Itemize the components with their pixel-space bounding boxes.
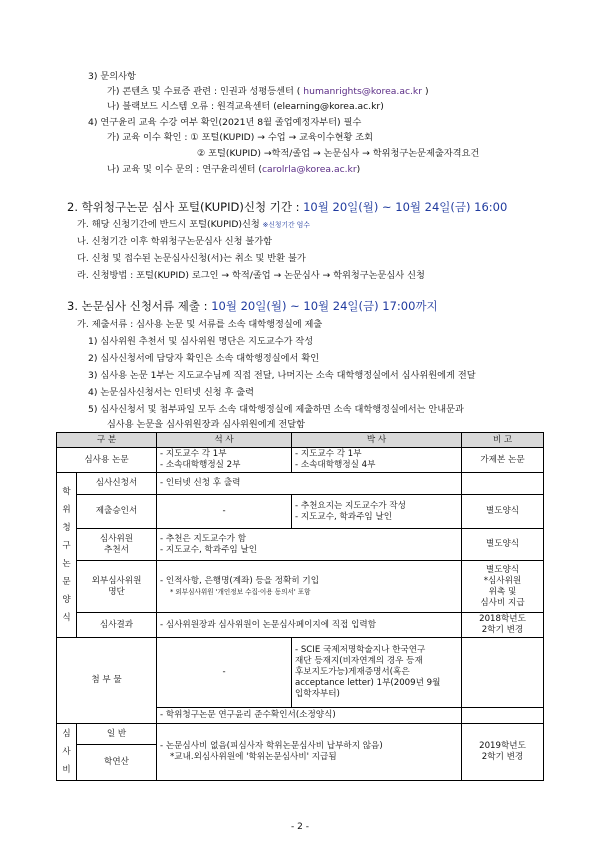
group-label-forms-text: 학 위 청 구 논 문 양 식 [62, 487, 71, 623]
row-label-external [77, 561, 157, 613]
section2-item-b: 나. 신청기간 이후 학위청구논문심사 신청 불가함 [77, 236, 273, 247]
section2-item-a [77, 219, 310, 231]
section3-item-5: 5) 심사신청서 및 첨부파일 모두 소속 대학행정실에 제출하면 소속 대학행정실에서는 안내문과 [88, 404, 464, 415]
cell-text: 2학기 변경 [481, 625, 524, 635]
cell-text: 위촉 및 [488, 586, 517, 597]
cell-fee [157, 724, 462, 781]
cell-text: - 추천요지는 지도교수가 작성 [295, 500, 406, 511]
table-row [57, 529, 544, 561]
cell-text: - 추천은 지도교수가 함 [160, 533, 247, 544]
section3-item-5-cont: 심사용 논문을 심사위원장과 심사위원에게 전달함 [107, 419, 306, 430]
row-label-consent: 제출승인서 [77, 495, 157, 529]
cell-text: 명단 [108, 586, 125, 597]
page-number: - 2 - [291, 822, 309, 832]
cell-ethics-pledge: - 학위청구논문 연구윤리 준수확인서(소정양식) [157, 708, 462, 724]
cell-doctoral-attachments [292, 638, 462, 708]
cell-text: 2학기 변경 [481, 752, 524, 762]
section2-title [67, 200, 507, 214]
cell-text: 외부심사위원 [91, 575, 142, 586]
table-row [57, 448, 544, 473]
section3-item-3: 3) 심사용 논문 1부는 지도교수님께 직접 전달, 나머지는 소속 대학행정실에서 심사위원에게 전달 [88, 370, 476, 381]
section3-item-2: 2) 심사신청서에 담당자 확인은 소속 대학행정실에서 확인 [88, 353, 320, 364]
table-row [57, 561, 544, 613]
cell-text: 재단 등재지(비자연계의 경우 등재 [295, 656, 423, 666]
group-label-fee-text: 심 사 비 [62, 729, 71, 775]
section2-item-c: 다. 신청 및 접수된 논문심사신청(서)는 취소 및 반환 불가 [77, 253, 306, 264]
contact-item-contents-suffix: ) [424, 86, 429, 97]
cell-text: 2019학년도 [479, 741, 526, 751]
table-header-row [57, 433, 544, 448]
header-doctoral: 박 사 [292, 433, 462, 448]
ethics-heading: 4) 연구윤리 교육 수강 여부 확인(2021년 8월 졸업예정자부터) 필수 [88, 117, 362, 128]
cell-text: - 논문심사비 없음(피심사자 학위논문심사비 납부하지 않음) [160, 741, 383, 751]
table-row [57, 495, 544, 529]
humanrights-email-link[interactable]: humanrights@korea.ac.kr [300, 86, 425, 97]
ethics-item-inquiry [107, 164, 360, 176]
cell-masters-thesis [157, 448, 292, 473]
row-label-fee-industry: 학연산 [77, 745, 157, 781]
ethics-item-check-1: 가) 교육 이수 확인 : ① 포털(KUPID) → 수업 → 교육이수현황 조회 [107, 132, 374, 143]
cell-text: - 소속대학행정실 4부 [295, 460, 376, 470]
cell-text: - 지도교수 각 1부 [160, 449, 227, 459]
cell-text: 심사위원 [99, 533, 134, 544]
cell-text: 별도양식 [485, 564, 520, 575]
cell-masters-consent: - [157, 495, 292, 529]
cell-external [157, 561, 462, 613]
cell-remarks-fee [462, 724, 544, 781]
cell-result: - 심사위원장과 심사위원이 논문심사페이지에 직접 입력함 [157, 613, 462, 638]
row-label-application: 심사신청서 [77, 473, 157, 495]
row-label-fee-general: 일 반 [77, 724, 157, 745]
cell-doctoral-thesis [292, 448, 462, 473]
cell-text: - SCIE 국제저명학술지나 한국연구 [295, 645, 426, 655]
cell-text: acceptance letter) 1부(2009년 9월 [295, 678, 441, 688]
cell-remarks-pledge [462, 708, 544, 724]
ethics-inquiry-label: 나) 교육 및 이수 문의 : 연구윤리센터 ( [107, 164, 262, 175]
section3-item-a: 가. 제출서류 : 심사용 논문 및 서류를 소속 대학행정실에 제출 [77, 319, 323, 330]
contact-item-contents [107, 86, 429, 98]
ethics-inquiry-suffix: ) [356, 164, 361, 175]
section3-title [67, 299, 438, 313]
row-label-recommendation [77, 529, 157, 561]
table-row [57, 638, 544, 708]
cell-remarks-attachments [462, 638, 544, 708]
cell-text: 추천서 [104, 544, 129, 555]
cell-text: *심사위원 [483, 575, 522, 586]
cell-text: - 지도교수, 학과주임 날인 [295, 511, 393, 522]
section2-period: 10월 20일(월) ~ 10월 24일(금) 16:00 [303, 200, 508, 214]
cell-text: - 지도교수 각 1부 [295, 449, 362, 459]
cell-note: * 외부심사위원 '개인정보 수집·이용 동의서' 포함 [170, 587, 311, 596]
row-label-result: 심사결과 [77, 613, 157, 638]
cell-recommendation [157, 529, 462, 561]
cell-remarks-application [462, 473, 544, 495]
section2-title-label: 2. 학위청구논문 심사 포털(KUPID)신청 기간 : [67, 200, 304, 214]
section3-item-1: 1) 심사위원 추천서 및 심사위원 명단은 지도교수가 작성 [88, 336, 314, 347]
contact-heading: 3) 문의사항 [88, 71, 136, 82]
cell-text: 심사비 지급 [480, 597, 525, 608]
cell-remarks-result [462, 613, 544, 638]
cell-remarks-external [462, 561, 544, 613]
table-row [57, 473, 544, 495]
row-label-attachments: 첨 부 물 [57, 638, 157, 724]
section3-item-4: 4) 논문심사신청서는 인터넷 신청 후 출력 [88, 387, 255, 398]
table-row [57, 613, 544, 638]
row-label-thesis: 심사용 논문 [57, 448, 157, 473]
cell-remarks-thesis: 가제본 논문 [462, 448, 544, 473]
ethics-email-link[interactable]: carolrla@korea.ac.kr [261, 164, 357, 175]
contact-item-contents-label: 가) 콘텐츠 및 수료증 관련 : 인권과 성평등센터 ( [107, 86, 301, 97]
ethics-item-check-2: ② 포털(KUPID) →학적/졸업 → 논문심사 → 학위청구논문제출자격요건 [197, 148, 480, 159]
cell-text: 후보지도가능)게재증명서(혹은 [295, 667, 410, 677]
cell-text: - 소속대학행정실 2부 [160, 460, 241, 470]
header-remarks: 비 고 [462, 433, 544, 448]
section3-period: 10월 20일(월) ~ 10월 24일(금) 17:00까지 [211, 299, 438, 313]
cell-remarks-consent: 별도양식 [462, 495, 544, 529]
header-masters: 석 사 [157, 433, 292, 448]
cell-doctoral-consent [292, 495, 462, 529]
section2-item-a-text: 가. 해당 신청기간에 반드시 포털(KUPID)신청 [77, 219, 260, 230]
cell-masters-attachments: - [157, 638, 292, 708]
header-category: 구 분 [57, 433, 157, 448]
cell-text: 2018학년도 [479, 614, 526, 624]
group-label-forms [57, 473, 77, 638]
section2-item-a-note: ※신청기간 엄수 [262, 221, 310, 229]
cell-text: - 인적사항, 은행명(계좌) 등을 정확히 기입 [160, 575, 320, 586]
cell-text: - 지도교수, 학과주임 날인 [160, 544, 258, 555]
cell-application: - 인터넷 신청 후 출력 [157, 473, 462, 495]
cell-note: *교내.외심사위원에 '학위논문심사비' 지급됨 [170, 752, 337, 762]
contact-item-blackboard: 나) 블랙보드 시스템 오류 : 원격교육센터 (elearning@korea.ac.kr) [107, 101, 384, 112]
table-row [57, 724, 544, 745]
section2-item-d: 라. 신청방법 : 포털(KUPID) 로그인 → 학적/졸업 → 논문심사 → 학위청구논문심사 신청 [77, 270, 425, 281]
submission-table [56, 432, 544, 781]
cell-remarks-recommendation: 별도양식 [462, 529, 544, 561]
section3-title-label: 3. 논문심사 신청서류 제출 : [67, 299, 212, 313]
group-label-fee [57, 724, 77, 781]
cell-text: 입학자부터) [295, 689, 340, 699]
